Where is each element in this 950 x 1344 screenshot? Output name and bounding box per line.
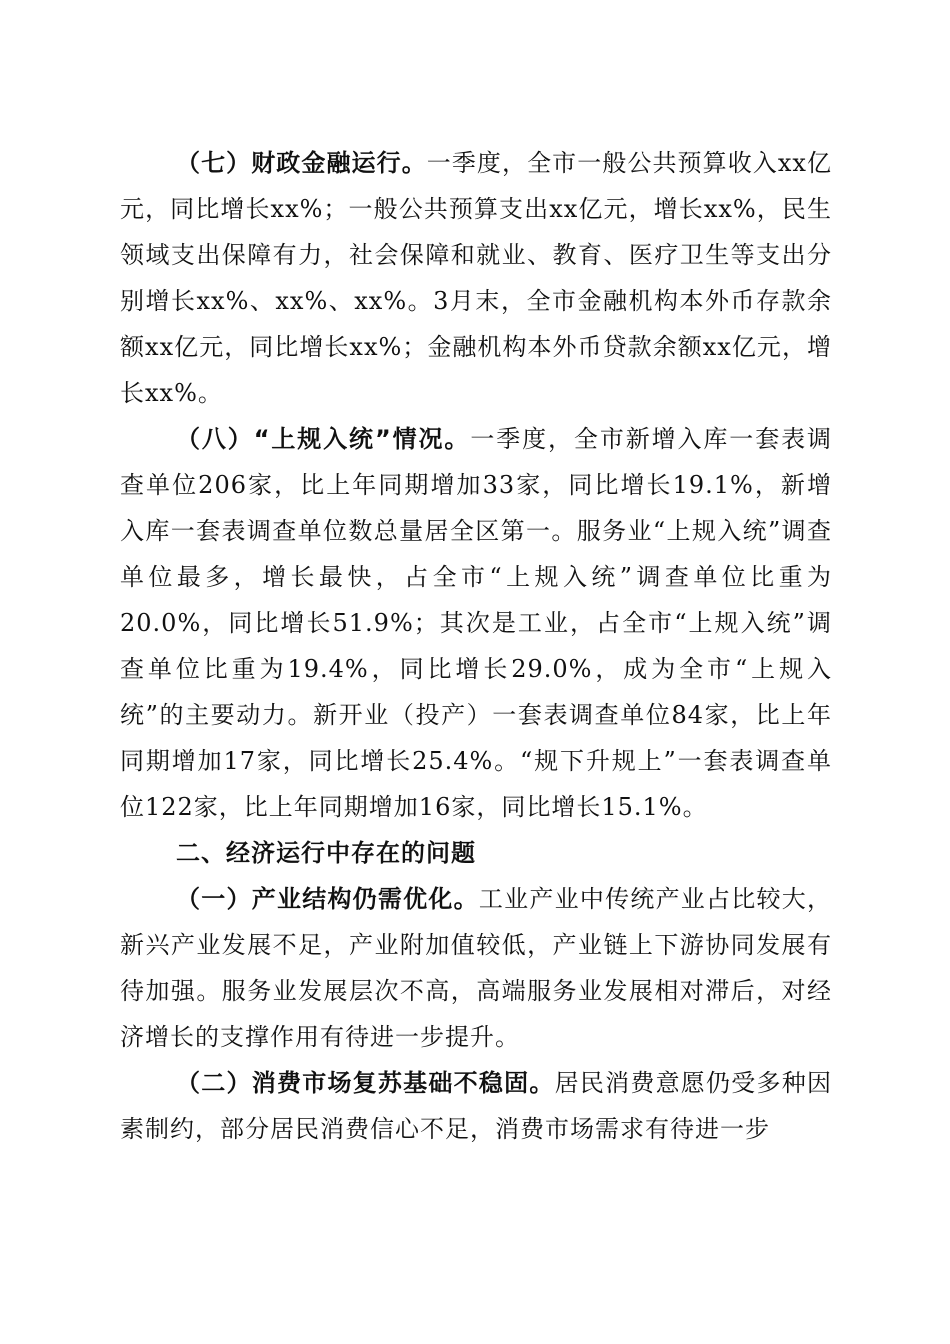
paragraph-text: 工业产业中传统产业占比较大，新兴产业发展不足，产业附加值较低，产业链上下游协同发展有待加强。服务业发展层次不高，高端服务业发展相对滞后，对经济增长的支撑作用有待进一步提升。 [120, 885, 833, 1051]
paragraph-text: 一季度，全市新增入库一套表调查单位206家，比上年同期增加33家，同比增长19.1%，新增入库一套表调查单位数总量居全区第一。服务业“上规入统”调查单位最多，增长最快，占全市“上规入统”调查单位比重为20.0%，同比增长51.9%；其次是工业，占全市“上规入统”调查单位比重为19.4%，同比增长29.0%，成为全市“上规入统”的主要动力。新开业（投产）一套表调查单位84家，比上年同期增加17家，同比增长25.4%。“规下升规上”一套表调查单位122家，比上年同期增加16家，同比增长15.1%。 [120, 425, 833, 821]
paragraph-finance [120, 140, 832, 416]
paragraph-lead: （一）产业结构仍需优化。 [176, 885, 479, 913]
paragraph-industry-structure [120, 876, 832, 1060]
paragraph-text: 一季度，全市一般公共预算收入xx亿元，同比增长xx%；一般公共预算支出xx亿元，增长xx%，民生领域支出保障有力，社会保障和就业、教育、医疗卫生等支出分别增长xx%、xx%、xx%。3月末，全市金融机构本外币存款余额xx亿元，同比增长xx%；金融机构本外币贷款余额xx亿元，增长xx%。 [120, 149, 833, 407]
paragraph-enterprise-registration [120, 416, 832, 830]
paragraph-text: 居民消费意愿仍受多种因素制约，部分居民消费信心不足，消费市场需求有待进一步 [120, 1069, 833, 1143]
paragraph-lead: （二）消费市场复苏基础不稳固。 [176, 1069, 555, 1097]
section-heading: 二、经济运行中存在的问题 [176, 839, 476, 867]
document-body [120, 140, 832, 1152]
paragraph-lead: （八）“上规入统”情况。 [176, 425, 471, 453]
paragraph-lead: （七）财政金融运行。 [176, 149, 427, 177]
paragraph-consumer-market [120, 1060, 832, 1152]
